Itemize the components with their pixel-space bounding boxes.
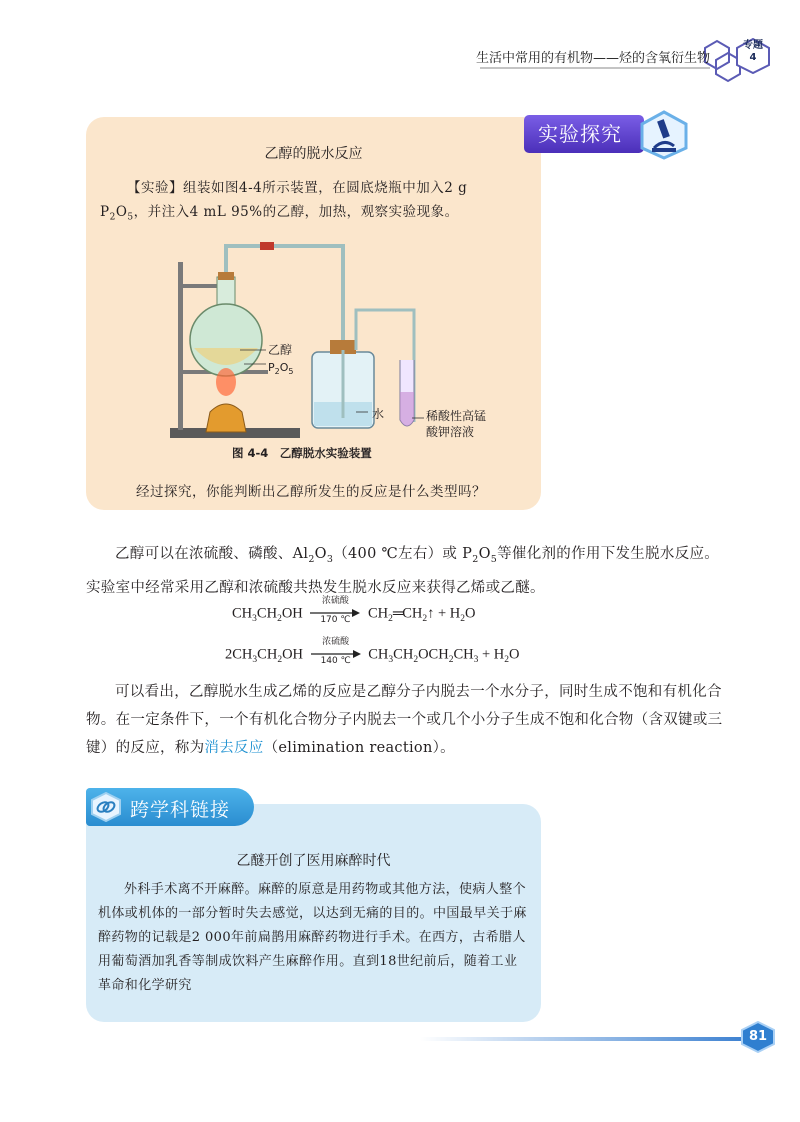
- chapter-title: 生活中常用的有机物——烃的含氧衍生物: [475, 51, 710, 66]
- cross-discipline-text: 外科手术离不开麻醉。麻醉的原意是用药物或其他方法，使病人整个机体或机体的一部分暂时失去感觉，以达到无痛的目的。中国最早关于麻醉药物的记载是2 000年前扁鹊用麻醉药物进行手术。在西方，古希腊人用葡萄酒加乳香等制成饮料产生麻醉作用。直到18世纪前后，随着工业革命和化学研究: [98, 882, 527, 993]
- experiment-title: 乙醇的脱水反应: [264, 146, 363, 162]
- paragraph-elimination: 可以看出，乙醇脱水生成乙烯的反应是乙醇分子内脱去一个水分子，同时生成不饱和有机化合物。在一定条件下，一个有机化合物分子内脱去一个或几个小分子生成不饱和化合物（含双键或三键）的反应，称为消去反应（elimination reaction）。: [86, 684, 723, 756]
- paragraph-dehydration: 乙醇可以在浓硫酸、磷酸、$Al_2O_3(400$ ℃左右）或 $P_2O_5$等催化剂的作用下发生脱水反应。实验室中经常采用乙醇和浓硫酸共热发生脱水反应来获得乙烯或乙醚。: [86, 546, 720, 596]
- page-number: 81: [748, 1029, 768, 1044]
- equation-ethylene: $CH_3CH_2OH$ 浓硫酸 170 ℃ $CH_2═CH_2↑ + H_2O$: [232, 596, 476, 625]
- figure-caption: 图 4-4 乙醇脱水实验装置: [232, 446, 372, 460]
- cross-discipline-title: 乙醚开创了医用麻醉时代: [236, 853, 391, 869]
- label-kmno4: 稀酸性高锰 酸钾溶液: [426, 409, 487, 439]
- experiment-line-1: 【实验】组装如图4-4所示装置，在圆底烧瓶中加入2 g: [127, 180, 468, 196]
- experiment-question: 经过探究，你能判断出乙醇所发生的反应是什么类型吗？: [136, 484, 486, 500]
- microscope-icon: [638, 110, 690, 160]
- reaction-arrow: 浓硫酸 170 ℃: [310, 604, 360, 624]
- term-elimination-reaction: 消去反应: [204, 740, 264, 756]
- experiment-description: [100, 176, 530, 230]
- label-p2o5: $P_2O_5$: [268, 361, 294, 377]
- equation-ether: $2CH_3CH_2OH$ 浓硫酸 140 ℃ $CH_3CH_2OCH_2CH_3 + H_2O$: [225, 637, 520, 666]
- reaction-arrow: 浓硫酸 140 ℃: [311, 645, 361, 665]
- unit-badge: 专题 4: [743, 40, 763, 63]
- label-water: 水: [372, 407, 385, 421]
- experiment-tag: 实验探究: [524, 115, 644, 153]
- label-ethanol: 乙醇: [268, 343, 293, 357]
- cross-discipline-tag-label: 跨学科链接: [130, 799, 231, 821]
- experiment-line-2: $P_2O_5$，并注入4 mL 95%的乙醇，加热，观察实验现象。: [100, 204, 459, 223]
- link-icon: [90, 792, 122, 822]
